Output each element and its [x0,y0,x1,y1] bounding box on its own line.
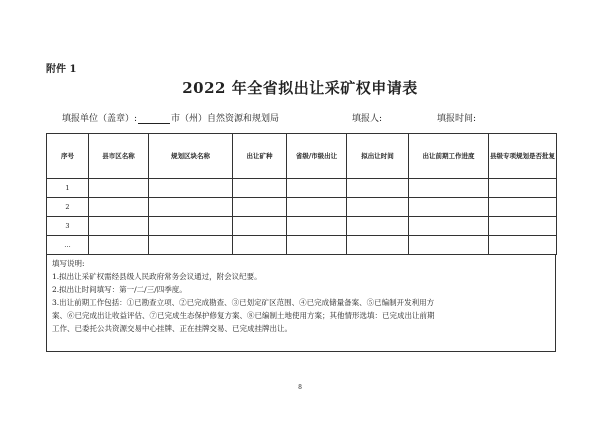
table-cell[interactable] [233,236,287,255]
table-cell[interactable] [489,198,557,217]
notes-heading: 填写说明: [52,259,85,268]
header-row [47,134,557,179]
table-cell[interactable] [489,217,557,236]
row-number: 3 [47,217,89,236]
table-cell[interactable] [233,179,287,198]
unit-suffix: 市（州）自然资源和规划局 [171,114,280,124]
row-number: … [47,236,89,255]
table-cell[interactable] [489,236,557,255]
table-cell[interactable] [287,179,347,198]
document-title: 2022 年全省拟出让采矿权申请表 [182,79,418,97]
table-cell[interactable] [347,217,409,236]
table-cell[interactable] [409,198,489,217]
table-cell[interactable] [287,198,347,217]
filling-instructions [46,254,556,352]
header-county: 县市区名称 [89,134,149,179]
header-serial: 序号 [47,134,89,179]
table-cell[interactable] [489,179,557,198]
attachment-label: 附件 1 [46,64,77,75]
header-level: 省级/市级出让 [287,134,347,179]
row-number: 1 [47,179,89,198]
table-cell[interactable] [149,217,233,236]
header-time: 拟出让时间 [347,134,409,179]
header-block: 规划区块名称 [149,134,233,179]
note-line: 1.拟出让采矿权需经县级人民政府常务会议通过，附会议纪要。 [52,272,262,281]
table-cell[interactable] [409,236,489,255]
table-cell[interactable] [89,236,149,255]
table-row [47,217,557,236]
note-line: 工作、已委托公共资源交易中心挂牌、正在挂牌交易、已完成挂牌出让。 [52,324,292,333]
header-plan-approval: 县级专项规划是否批复 [489,134,557,179]
table-cell[interactable] [347,179,409,198]
table-cell[interactable] [89,198,149,217]
table-row [47,236,557,255]
table-cell[interactable] [409,217,489,236]
filler-label: 填报人: [352,114,383,124]
row-number: 2 [47,198,89,217]
unit-blank-line [138,114,170,124]
table-cell[interactable] [89,179,149,198]
unit-label: 填报单位（盖章）: [62,114,138,124]
header-progress: 出让前期工作进度 [409,134,489,179]
note-line: 3.出让前期工作包括：①已勘查立项、②已完成勘查、③已划定矿区范围、④已完成储量备案、⑤已编制开发利用方 [52,298,435,307]
table-row [47,198,557,217]
table-cell[interactable] [149,198,233,217]
table-cell[interactable] [89,217,149,236]
table-cell[interactable] [287,217,347,236]
table-cell[interactable] [409,179,489,198]
note-line: 案、⑥已完成出让收益评估、⑦已完成生态保护修复方案、⑧已编制土地使用方案；其他情形选填：已完成出让前期 [52,311,435,320]
note-line: 2.拟出让时间填写：第一/二/三/四季度。 [52,285,187,294]
table-cell[interactable] [287,236,347,255]
table-cell[interactable] [347,198,409,217]
table-cell[interactable] [233,198,287,217]
application-table [46,133,557,255]
time-label: 填报时间: [437,114,477,124]
table-cell[interactable] [233,217,287,236]
table-row [47,179,557,198]
page-number: 8 [298,384,302,391]
header-mineral: 出让矿种 [233,134,287,179]
table-cell[interactable] [149,236,233,255]
table-cell[interactable] [347,236,409,255]
table-cell[interactable] [149,179,233,198]
reporting-unit [62,111,279,124]
